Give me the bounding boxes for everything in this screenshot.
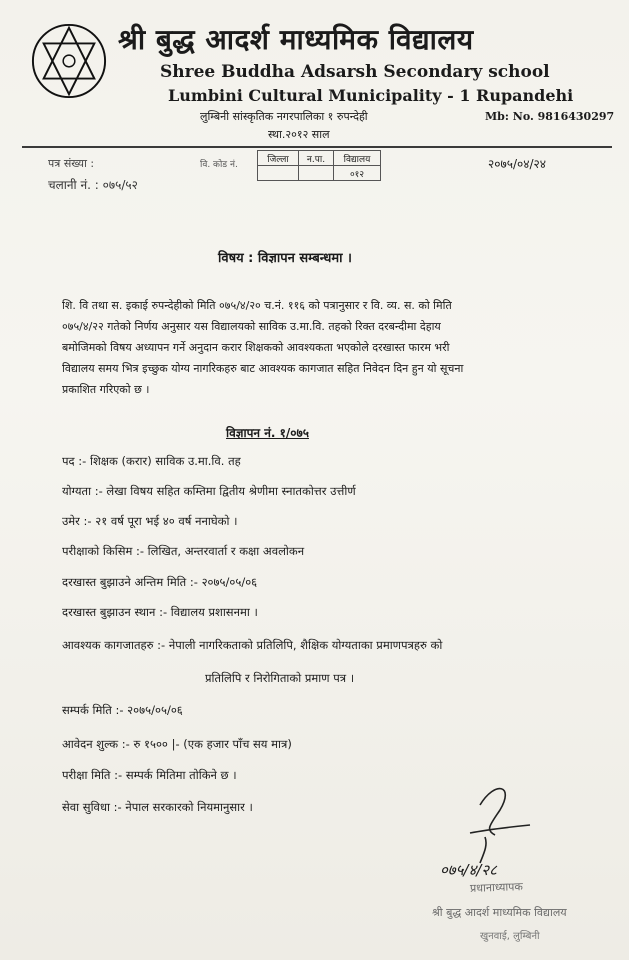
- school-code-table: [257, 150, 381, 181]
- school-name-nepali: श्री बुद्ध आदर्श माध्यमिक विद्यालय: [118, 23, 474, 56]
- contact-date-line: सम्पर्क मिति :- २०७५/०५/०६: [62, 703, 183, 717]
- principal-signature: [440, 775, 550, 870]
- code-header-municipality: न.पा.: [299, 151, 334, 166]
- header-divider: [22, 146, 612, 148]
- body-line: बमोजिमको विषय अध्यापन गर्ने अनुदान करार शिक्षकको आवश्यकता भएकोले दरखास्त फारम भरी: [62, 341, 450, 354]
- code-header-school: विद्यालय: [334, 151, 381, 166]
- submission-place-line: दरखास्त बुझाउन स्थान :- विद्यालय प्रशासनमा ।: [62, 605, 258, 619]
- dispatch-number: चलानी नं. : ०७५/५२: [48, 178, 138, 192]
- stamp-title: प्रधानाध्यापक: [469, 880, 524, 895]
- qualification-line: योग्यता :- लेखा विषय सहित कम्तिमा द्वितीय श्रेणीमा स्नातकोत्तर उत्तीर्ण: [62, 484, 356, 498]
- body-line: प्रकाशित गरिएको छ ।: [62, 383, 150, 396]
- notice-body: [62, 295, 582, 400]
- body-line: ०७५/४/२२ गतेको निर्णय अनुसार यस विद्यालयको साविक उ.मा.वि. तहको रिक्त दरबन्दीमा देहाय: [62, 320, 441, 333]
- school-name-english: Shree Buddha Adsarsh Secondary school: [160, 62, 550, 82]
- deadline-line: दरखास्त बुझाउने अन्तिम मिति :- २०७५/०५/०६: [62, 575, 258, 589]
- advert-number: विज्ञापन नं. १/०७५: [226, 426, 309, 440]
- documents-line-continued: प्रतिलिपि र निरोगिताको प्रमाण पत्र ।: [205, 671, 355, 685]
- reference-number-label: पत्र संख्या :: [48, 157, 95, 170]
- star-emblem-icon: [30, 22, 108, 100]
- code-value-municipality: [299, 166, 334, 181]
- body-line: शि. वि तथा स. इकाई रुपन्देहीको मिति ०७५/४/२० च.नं. ११६ को पत्रानुसार र वि. व्य. स. को मिति: [62, 299, 452, 312]
- exam-type-line: परीक्षाको किसिम :- लिखित, अन्तरवार्ता र कक्षा अवलोकन: [62, 544, 305, 558]
- letter-date: २०७५/०४/२४: [488, 157, 547, 171]
- post-line: पद :- शिक्षक (करार) साविक उ.मा.वि. तह: [62, 454, 241, 468]
- code-header-district: जिल्ला: [258, 151, 299, 166]
- school-code-label: वि. कोड नं.: [200, 160, 238, 170]
- application-fee-line: आवेदन शुल्क :- रु १५०० |- (एक हजार पाँच सय मात्र): [62, 737, 292, 751]
- stamp-place: खुनवाई, लुम्बिनी: [480, 931, 540, 942]
- code-value-school: ०१२: [334, 166, 381, 181]
- body-line: विद्यालय समय भित्र इच्छुक योग्य नागरिकहरु बाट आवश्यक कागजात सहित निवेदन दिन हुन यो सूचना: [62, 362, 464, 375]
- municipality-nepali: लुम्बिनी सांस्कृतिक नगरपालिका १ रुपन्देही: [200, 110, 368, 123]
- age-line: उमेर :- २१ वर्ष पूरा भई ४० वर्ष ननाघेको ।: [62, 514, 238, 528]
- documents-line: आवश्यक कागजातहरु :- नेपाली नागरिकताको प्रतिलिपि, शैक्षिक योग्यताका प्रमाणपत्रहरु को: [62, 638, 443, 652]
- stamp-school-name: श्री बुद्ध आदर्श माध्यमिक विद्यालय: [432, 906, 567, 919]
- signature-date: ०७५/४/२८: [440, 861, 497, 879]
- subject-line: विषय : विज्ञापन सम्बन्धमा ।: [218, 251, 352, 266]
- school-address: Lumbini Cultural Municipality - 1 Rupandehi: [168, 86, 574, 105]
- mobile-number: Mb: No. 9816430297: [485, 110, 615, 123]
- code-value-district: [258, 166, 299, 181]
- exam-date-line: परीक्षा मिति :- सम्पर्क मितिमा तोकिने छ ।: [62, 768, 237, 782]
- established-year: स्था.२०१२ साल: [268, 128, 330, 141]
- facility-line: सेवा सुविधा :- नेपाल सरकारको नियमानुसार ।: [62, 800, 253, 814]
